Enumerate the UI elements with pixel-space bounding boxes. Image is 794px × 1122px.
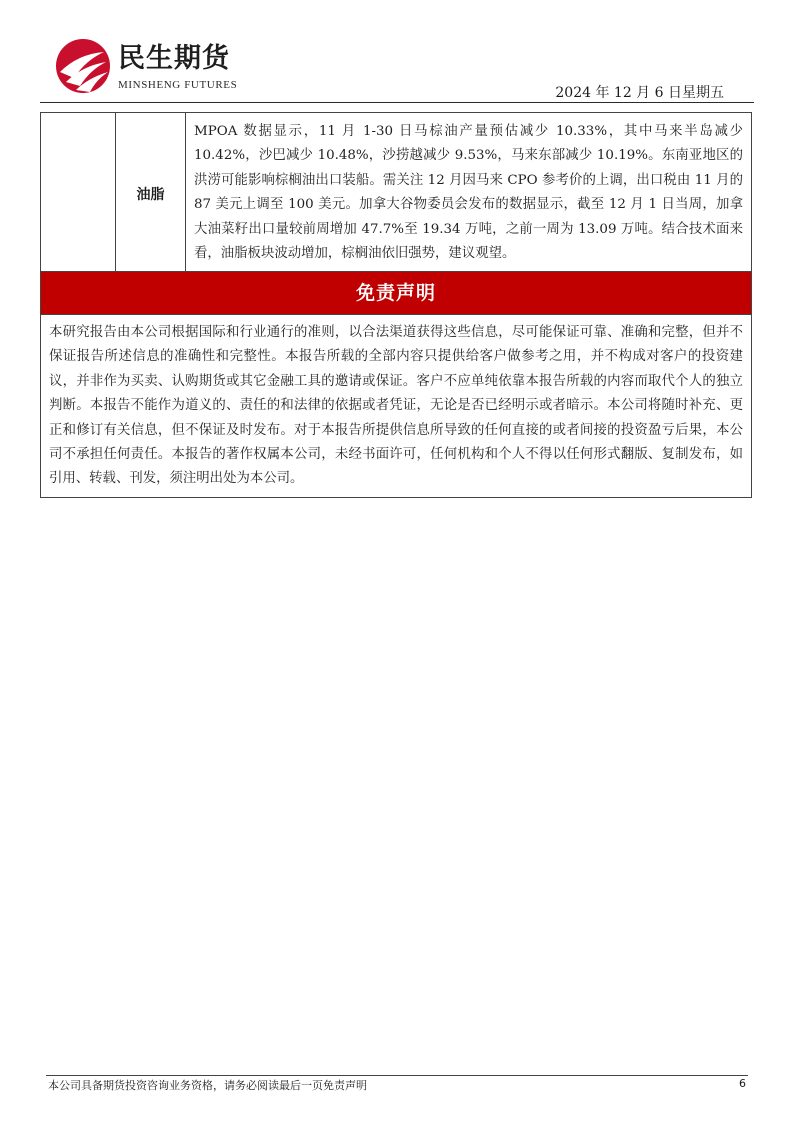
disclaimer-section: [40, 271, 752, 498]
commentary-table: [40, 112, 752, 275]
minsheng-logo-icon: [52, 38, 114, 94]
footer-divider: [46, 1075, 748, 1076]
commentary-cell: MPOA 数据显示，11 月 1-30 日马棕油产量预估减少 10.33%，其中马来半岛减少 10.42%，沙巴减少 10.48%，沙捞越减少 9.53%，马来东部减少 10.19%。东南亚地区的洪涝可能影响棕榈油出口装船。需关注 12 月因马来 CPO 参考价的上调，出口税由 11 月的 87 美元上调至 100 美元。加拿大谷物委员会发布的数据显示，截至 12 月 1 日当周，加拿大油菜籽出口量较前周增加 47.7%至 19.34 万吨，之前一周为 13.09 万吨。结合技术面来看，油脂板块波动增加，棕榈油依旧强势，建议观望。: [186, 113, 752, 275]
page-number: 6: [739, 1077, 746, 1090]
disclaimer-title: 免责声明: [41, 272, 751, 315]
company-name-en: MINSHENG FUTURES: [118, 79, 238, 91]
report-date: 2024 年 12 月 6 日星期五: [555, 85, 724, 101]
category-cell: 油脂: [116, 113, 186, 275]
company-name-cn: 民生期货: [118, 43, 230, 74]
disclaimer-text: 本研究报告由本公司根据国际和行业通行的准则，以合法渠道获得这些信息，尽可能保证可靠、准确和完整，但并不保证报告所述信息的准确性和完整性。本报告所载的全部内容只提供给客户做参考之用，并不构成对客户的投资建议，并非作为买卖、认购期货或其它金融工具的邀请或保证。客户不应单纯依靠本报告所载的内容而取代个人的独立判断。本报告不能作为道义的、责任的和法律的依据或者凭证，无论是否已经明示或者暗示。本公司将随时补充、更正和修订有关信息，但不保证及时发布。对于本报告所提供信息所导致的任何直接的或者间接的投资盈亏后果，本公司不承担任何责任。本报告的著作权属本公司，未经书面许可，任何机构和个人不得以任何形式翻版、复制发布，如引用、转载、刊发，须注明出处为本公司。: [49, 325, 743, 487]
table-row: [41, 113, 752, 275]
footer-notice: 本公司具备期货投资咨询业务资格，请务必阅读最后一页免责声明: [48, 1079, 367, 1092]
header-divider: [40, 102, 754, 103]
blank-cell: [41, 113, 116, 275]
